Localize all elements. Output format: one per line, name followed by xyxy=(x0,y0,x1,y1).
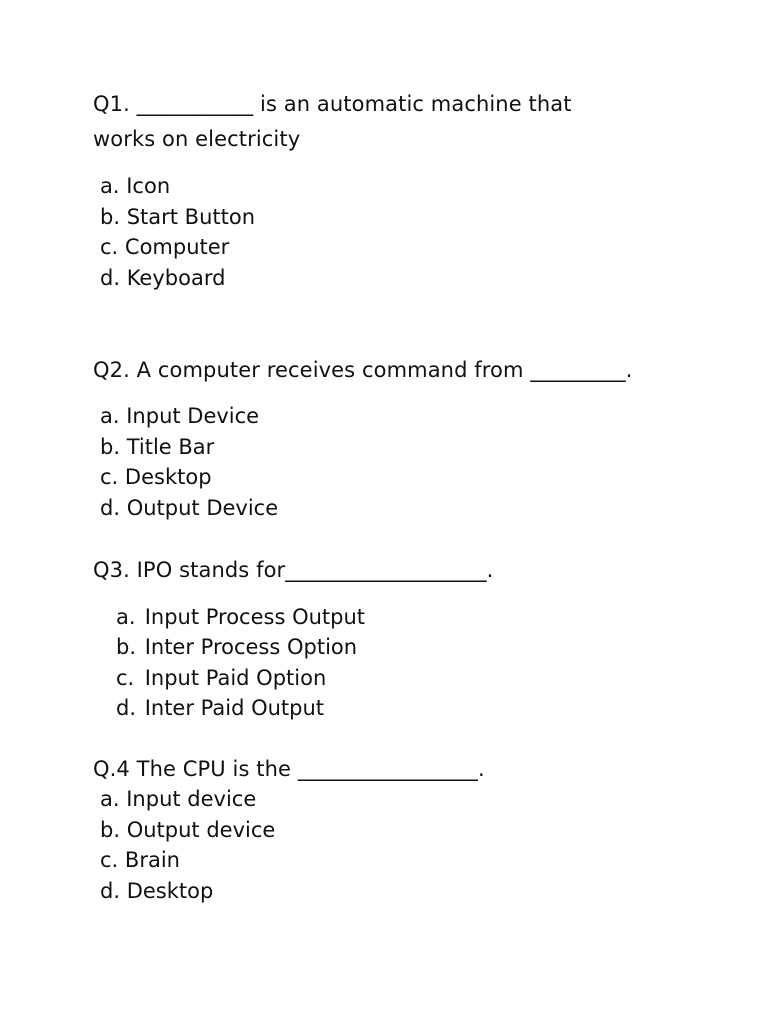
option-text: Input Process Output xyxy=(144,605,366,629)
option-label: b. xyxy=(116,635,137,659)
option-text: Title Bar xyxy=(126,435,215,459)
q4-option-d xyxy=(100,878,213,904)
q2-option-c xyxy=(100,464,212,490)
q1-option-a xyxy=(100,173,170,199)
option-text: Inter Process Option xyxy=(144,635,358,659)
option-label: d. xyxy=(100,266,121,290)
option-text: Desktop xyxy=(124,465,212,489)
option-text: Desktop xyxy=(126,879,214,903)
q1-stem-line-1: Q1. ___________ is an automatic machine that xyxy=(93,92,572,116)
option-text: Keyboard xyxy=(126,266,226,290)
q1-option-d xyxy=(100,265,225,291)
option-text: Output Device xyxy=(126,496,279,520)
q4-option-a xyxy=(100,786,256,812)
option-text: Computer xyxy=(124,235,230,259)
option-text: Output device xyxy=(126,818,276,842)
q3-option-b xyxy=(116,634,357,660)
option-label: d. xyxy=(100,496,121,520)
option-label: a. xyxy=(100,787,120,811)
option-label: a. xyxy=(116,605,136,629)
option-text: Input device xyxy=(126,787,257,811)
q1-option-c xyxy=(100,234,229,260)
q4-option-b xyxy=(100,817,275,843)
option-text: Input Device xyxy=(126,404,260,428)
q2-option-a xyxy=(100,403,259,429)
option-text: Input Paid Option xyxy=(144,666,327,690)
q1-option-b xyxy=(100,204,255,230)
q2-option-d xyxy=(100,495,278,521)
option-label: a. xyxy=(100,404,120,428)
q3-option-a xyxy=(116,604,365,630)
option-label: b. xyxy=(100,205,121,229)
option-label: b. xyxy=(100,818,121,842)
q3-stem: Q3. IPO stands for___________________. xyxy=(93,558,494,582)
option-label: d. xyxy=(100,879,121,903)
option-label: b. xyxy=(100,435,121,459)
q3-option-d xyxy=(116,695,324,721)
q3-option-c xyxy=(116,665,326,691)
q4-option-c xyxy=(100,847,180,873)
option-text: Brain xyxy=(124,848,180,872)
option-label: c. xyxy=(100,465,119,489)
option-text: Start Button xyxy=(126,205,256,229)
q2-option-b xyxy=(100,434,214,460)
option-label: d. xyxy=(116,696,137,720)
option-label: c. xyxy=(100,235,119,259)
q1-stem-line-2: works on electricity xyxy=(93,127,301,151)
option-label: c. xyxy=(100,848,119,872)
option-text: Icon xyxy=(126,174,171,198)
q2-stem: Q2. A computer receives command from _________. xyxy=(93,358,633,382)
option-label: a. xyxy=(100,174,120,198)
q4-stem: Q.4 The CPU is the _________________. xyxy=(93,757,485,781)
option-label: c. xyxy=(116,666,135,690)
option-text: Inter Paid Output xyxy=(144,696,325,720)
